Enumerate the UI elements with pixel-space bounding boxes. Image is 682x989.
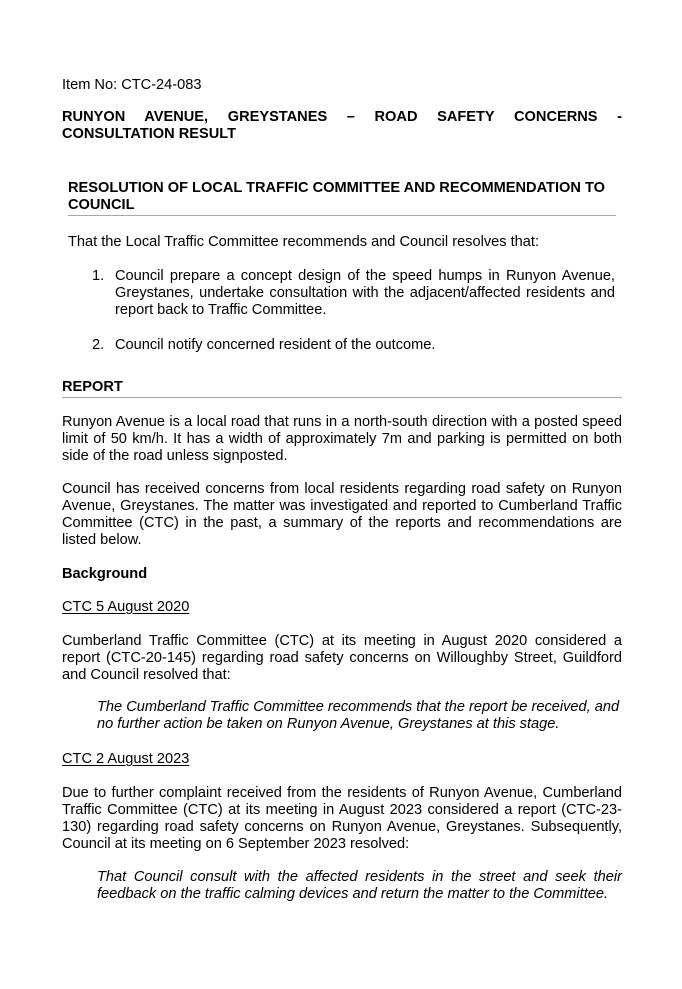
meeting-1-title: CTC 5 August 2020 [62,599,190,615]
report-para2-line-3: Committee (CTC) in the past, a summary of the reports and recommendations are [62,515,622,531]
meeting-1-body-line-2: report (CTC-20-145) regarding road safety concerns on Willoughby Street, Guildford [62,650,622,666]
resolution-item-1-line-1: Council prepare a concept design of the speed humps in Runyon Avenue, [115,268,615,284]
meeting-2-body-line-3: 130) regarding road safety concerns on Runyon Avenue, Greystanes. Subsequently, [62,819,622,835]
meeting-2-body-line-4: Council at its meeting on 6 September 2023 resolved: [62,836,410,852]
item-number: Item No: CTC-24-083 [62,77,202,93]
meeting-2-body-line-2: Traffic Committee (CTC) at its meeting in August 2023 considered a report (CTC-23- [62,802,622,818]
meeting-1-body-line-1: Cumberland Traffic Committee (CTC) at its meeting in August 2020 considered a [62,633,622,649]
meeting-2-body-line-1: Due to further complaint received from the residents of Runyon Avenue, Cumberland [62,785,622,801]
report-heading: REPORT [62,379,123,395]
resolution-heading-line-1: RESOLUTION OF LOCAL TRAFFIC COMMITTEE AND RECOMMENDATION TO [68,180,605,196]
resolution-item-1-line-3: report back to Traffic Committee. [115,302,327,318]
meeting-1-quote-line-1: The Cumberland Traffic Committee recommends that the report be received, and [97,699,620,715]
resolution-item-2-line-1: Council notify concerned resident of the outcome. [115,337,436,353]
report-title-line-2: CONSULTATION RESULT [62,126,237,142]
report-para1-line-3: side of the road unless signposted. [62,448,288,464]
meeting-2-quote-line-1: That Council consult with the affected residents in the street and seek their [97,869,622,885]
resolution-item-1-line-2: Greystanes, undertake consultation with the adjacent/affected residents and [115,285,615,301]
report-para2-line-4: listed below. [62,532,142,548]
report-heading-rule [62,397,622,398]
report-para2-line-1: Council has received concerns from local residents regarding road safety on Runyon [62,481,622,497]
report-para1-line-2: limit of 50 km/h. It has a width of approximately 7m and parking is permitted on both [62,431,622,447]
report-para2-line-2: Avenue, Greystanes. The matter was investigated and reported to Cumberland Traffic [62,498,622,514]
resolution-heading-line-2: COUNCIL [68,197,135,213]
meeting-1-body-line-3: and Council resolved that: [62,667,231,683]
resolution-item-2-number: 2. [92,337,105,353]
background-heading: Background [62,566,148,582]
meeting-1-quote-line-2: no further action be taken on Runyon Avenue, Greystanes at this stage. [97,716,560,732]
resolution-intro: That the Local Traffic Committee recommends and Council resolves that: [68,234,539,250]
resolution-item-1-number: 1. [92,268,105,284]
meeting-2-quote-line-2: feedback on the traffic calming devices and return the matter to the Committee. [97,886,609,902]
resolution-heading-rule [68,215,616,216]
meeting-2-title: CTC 2 August 2023 [62,751,190,767]
report-title-line-1: RUNYON AVENUE, GREYSTANES – ROAD SAFETY CONCERNS - [62,109,622,125]
report-para1-line-1: Runyon Avenue is a local road that runs in a north-south direction with a posted speed [62,414,622,430]
